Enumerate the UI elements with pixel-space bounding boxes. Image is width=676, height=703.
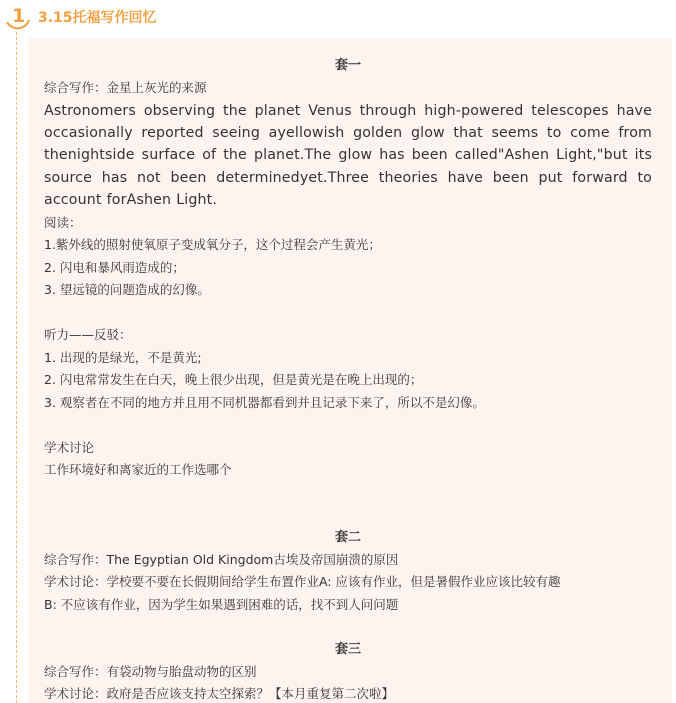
section-number-badge bbox=[3, 2, 33, 30]
set1-reading-label: 阅读： bbox=[44, 214, 82, 230]
dashed-timeline-line bbox=[16, 32, 17, 703]
set2-integrated-writing: 综合写作：The Egyptian Old Kingdom古埃及帝国崩溃的原因 bbox=[44, 551, 399, 567]
set1-english-passage: Astronomers observing the planet Venus through high-powered telescopes have occasionally reported seeing ayellowish golden glow that seems to come from thenightside surface of the planet.The glow has been called"Ashen Light,"but its source has not been determinedyet.Three theories have been put forward to account forAshen Light. bbox=[44, 102, 652, 209]
set2-title: 套二 bbox=[334, 529, 361, 545]
set2-academic-discussion: 学术讨论：学校要不要在长假期间给学生布置作业A: 应该有作业，但是暑假作业应该比较有趣 bbox=[44, 574, 561, 590]
section-header bbox=[0, 0, 676, 34]
set1-title: 套一 bbox=[334, 58, 361, 73]
set1-academic-label: 学术讨论 bbox=[44, 439, 95, 455]
set3-academic-discussion: 学术讨论：政府是否应该支持太空探索？【本月重复第二次啦】 bbox=[44, 686, 395, 702]
section-title: 3.15托福写作回忆 bbox=[38, 10, 157, 26]
set1-reading-point: 3. 望远镜的问题造成的幻像。 bbox=[44, 282, 210, 298]
set1-listening-label: 听力——反驳： bbox=[44, 327, 132, 343]
set1-integrated-writing: 综合写作：金星上灰光的来源 bbox=[44, 80, 207, 95]
set1-listening-point: 1. 出现的是绿光，不是黄光; bbox=[44, 349, 202, 365]
content-panel bbox=[28, 38, 672, 703]
set2-option-b: B: 不应该有作业，因为学生如果遇到困难的话，找不到人问问题 bbox=[44, 596, 399, 612]
set1-reading-point: 2. 闪电和暴风雨造成的； bbox=[44, 259, 185, 275]
set1-listening-point: 3. 观察者在不同的地方并且用不同机器都看到并且记录下来了，所以不是幻像。 bbox=[44, 394, 485, 410]
set3-title: 套三 bbox=[334, 641, 361, 657]
set1-academic-topic: 工作环境好和离家近的工作选哪个 bbox=[44, 462, 232, 478]
set3-integrated-writing: 综合写作：有袋动物与胎盘动物的区别 bbox=[44, 663, 257, 679]
set1-reading-point: 1.紫外线的照射使氧原子变成氧分子，这个过程会产生黄光； bbox=[44, 237, 381, 253]
set1-listening-point: 2. 闪电常常发生在白天，晚上很少出现，但是黄光是在晚上出现的； bbox=[44, 372, 423, 388]
badge-number: 1 bbox=[12, 5, 26, 27]
